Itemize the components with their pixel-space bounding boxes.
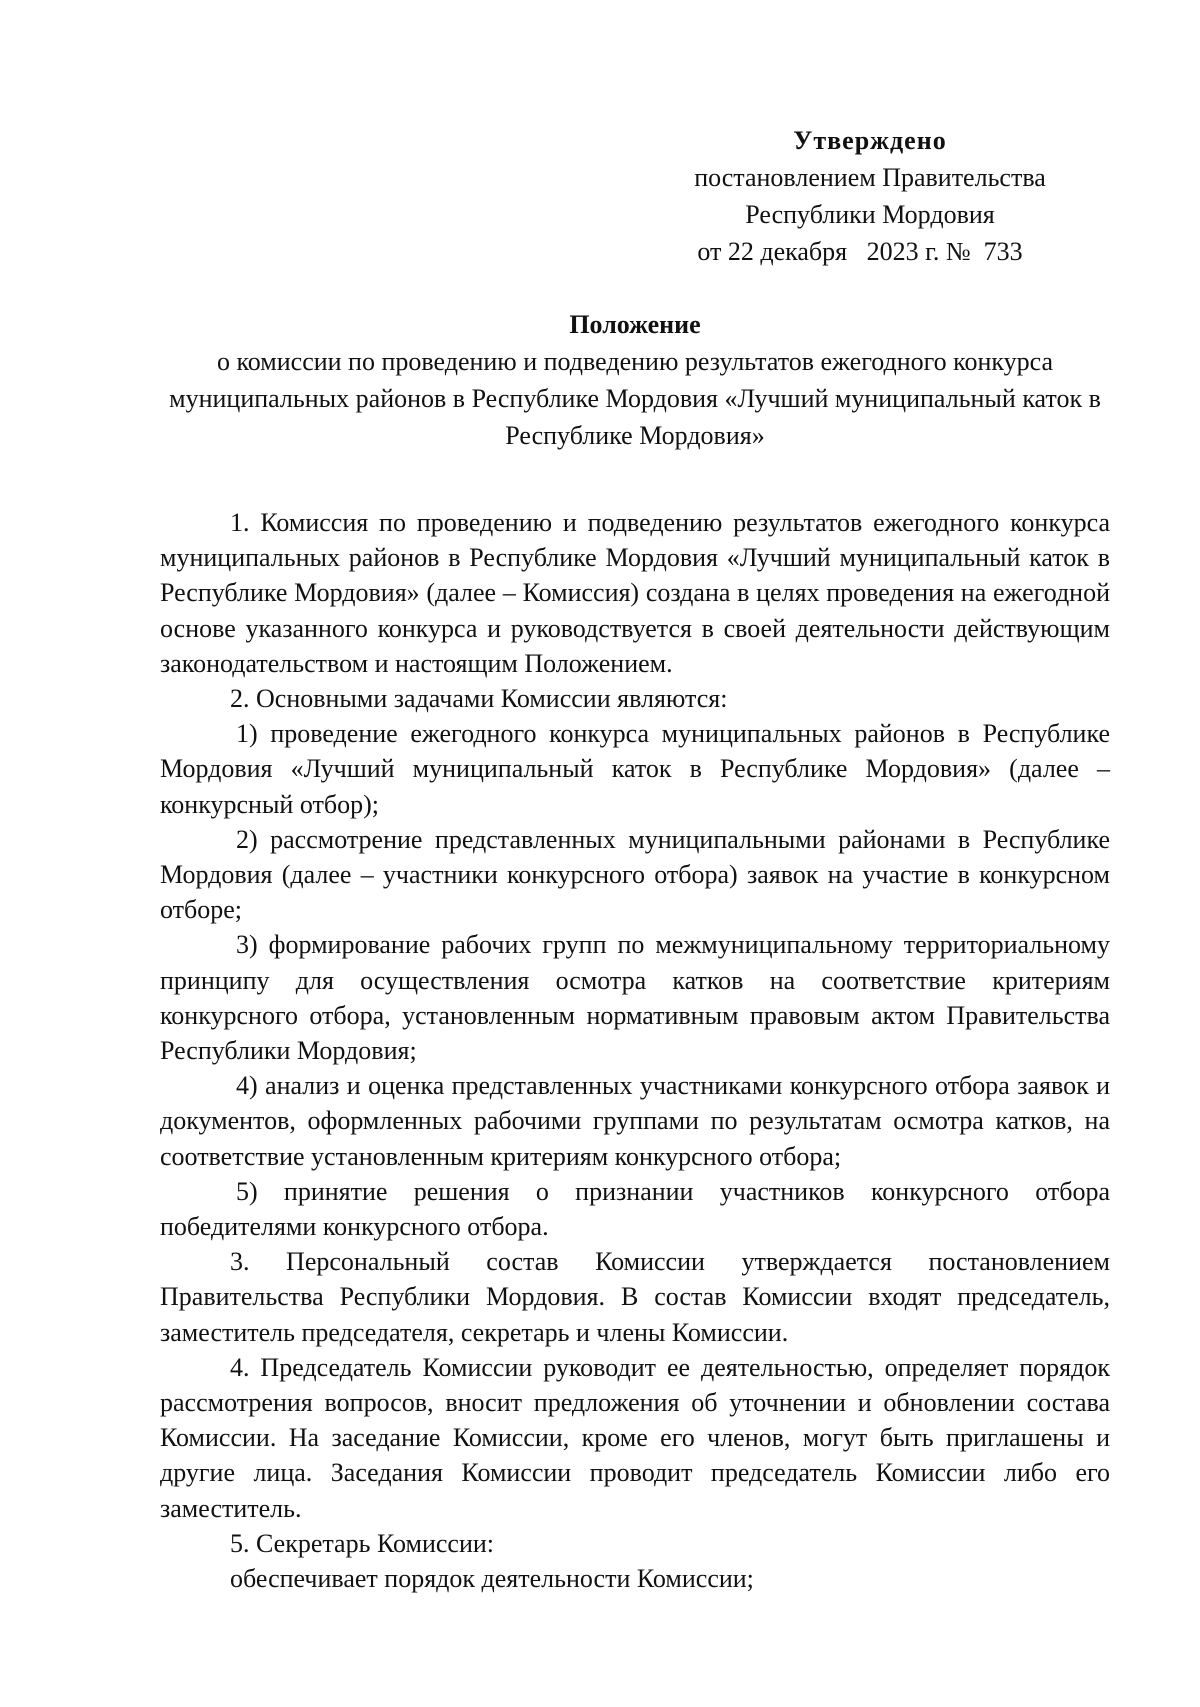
- paragraph-1: 1. Комиссия по проведению и подведению результатов ежегодного конкурса муниципальных районов в Республике Мордовия «Лучший муниципальный каток в Республике Мордовия» (далее – Комиссия) создана в целях проведения на ежегодной основе указанного конкурса и руководствуется в своей деятельности действующим законодательством и настоящим Положением.: [160, 508, 1110, 678]
- approval-date: от 22 декабря 2023 г. № 733: [697, 237, 1023, 266]
- approval-title: Утверждено: [793, 126, 947, 155]
- document-body: [160, 505, 1110, 1596]
- paragraph-3: 3. Персональный состав Комиссии утверждается постановлением Правительства Республики Мордовия. В состав Комиссии входят председатель, заместитель председателя, секретарь и члены Комиссии.: [160, 1247, 1110, 1347]
- paragraph-2: 2. Основными задачами Комиссии являются:: [230, 684, 728, 714]
- document-subtitle: о комиссии по проведению и подведению результатов ежегодного конкурса муниципальных районов в Республике Мордовия «Лучший муниципальный каток в Республике Мордовия»: [169, 347, 1101, 450]
- paragraph-2-item-4: 4) анализ и оценка представленных участниками конкурсного отбора заявок и документов, оформленных рабочими группами по результатам осмотра катков, на соответствие установленным критериям конкурсного отбора;: [160, 1071, 1110, 1171]
- approval-stamp-block: [660, 122, 1080, 270]
- paragraph-5-duty-1: обеспечивает порядок деятельности Комиссии;: [230, 1564, 754, 1594]
- paragraph-2-item-2: 2) рассмотрение представленных муниципальными районами в Республике Мордовия (далее – участники конкурсного отбора) заявок на участие в конкурсном отборе;: [160, 824, 1110, 925]
- approval-line-1: постановлением Правительства: [694, 163, 1046, 192]
- paragraph-2-item-3: 3) формирование рабочих групп по межмуниципальному территориальному принципу для осуществления осмотра катков на соответствие критериям конкурсного отбора, установленным нормативным правовым актом Правительства Республики Мордовия;: [160, 930, 1110, 1066]
- paragraph-2-item-1: 1) проведение ежегодного конкурса муниципальных районов в Республике Мордовия «Лучший муниципальный каток в Республике Мордовия» (далее – конкурсный отбор);: [160, 719, 1110, 819]
- paragraph-2-item-5: 5) принятие решения о признании участников конкурсного отбора победителями конкурсного отбора.: [160, 1176, 1110, 1242]
- paragraph-5: 5. Секретарь Комиссии:: [230, 1528, 494, 1558]
- document-title: Положение: [569, 310, 701, 339]
- paragraph-4: 4. Председатель Комиссии руководит ее деятельностью, определяет порядок рассмотрения вопросов, вносит предложения об уточнении и обновлении состава Комиссии. На заседание Комиссии, кроме его членов, могут быть приглашены и другие лица. Заседания Комиссии проводит председатель Комиссии либо его заместитель.: [160, 1352, 1110, 1523]
- document-heading: [160, 306, 1110, 454]
- approval-line-2: Республики Мордовия: [745, 200, 995, 229]
